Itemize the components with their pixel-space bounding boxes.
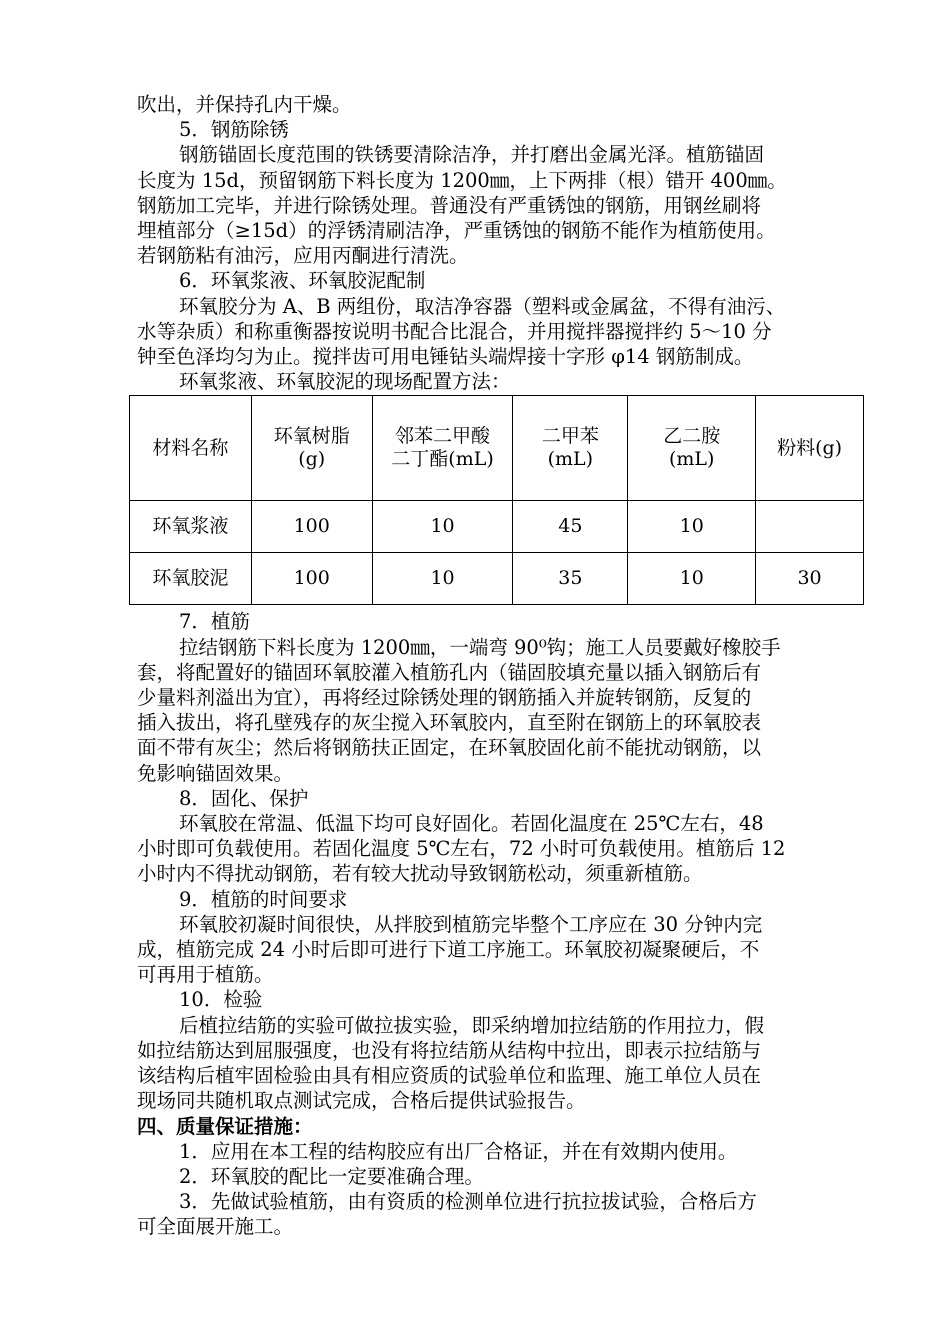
table-row: [130, 553, 864, 605]
text-line: 拉结钢筋下料长度为 1200㎜，一端弯 90⁰钩；施工人员要戴好橡胶手: [179, 635, 781, 659]
header-text: 二丁酯(mL): [391, 448, 494, 471]
text-line: 套，将配置好的锚固环氧胶灌入植筋孔内（锚固胶填充量以插入钢筋后有: [137, 660, 762, 684]
header-text: (mL): [668, 448, 715, 471]
table-header-cell: [372, 396, 513, 501]
section-heading: 四、质量保证措施：: [137, 1114, 313, 1138]
text-line: 现场同共随机取点测试完成，合格后提供试验报告。: [137, 1089, 586, 1113]
table-cell: 30: [756, 553, 864, 605]
table-cell: 100: [251, 501, 372, 553]
header-text: 粉料(g): [777, 436, 843, 459]
text-line: 钢筋加工完毕，并进行除锈处理。普通没有严重锈蚀的钢筋，用钢丝刷将: [137, 193, 762, 217]
material-mix-table: [129, 395, 864, 605]
text-line: 长度为 15d，预留钢筋下料长度为 1200㎜，上下两排（根）错开 400㎜。: [137, 168, 787, 192]
text-line: 埋植部分（≥15d）的浮锈清刷洁净，严重锈蚀的钢筋不能作为植筋使用。: [137, 219, 776, 243]
header-text: (g): [298, 448, 326, 471]
text-line: 钟至色泽均匀为止。搅拌齿可用电锤钻头端焊接十字形 φ14 钢筋制成。: [137, 345, 754, 369]
table-header-row: [130, 396, 864, 501]
material-name-cell: 环氧浆液: [130, 501, 252, 553]
table-cell: [756, 501, 864, 553]
text-line: 可全面展开施工。: [137, 1215, 294, 1239]
table-cell: 10: [372, 553, 513, 605]
text-line: 10．检验: [179, 988, 263, 1012]
text-line: 5．钢筋除锈: [179, 118, 289, 142]
text-line: 2．环氧胶的配比一定要准确合理。: [179, 1164, 484, 1188]
text-block-after-table: [137, 609, 867, 1239]
text-line: 1．应用在本工程的结构胶应有出厂合格证，并在有效期内使用。: [179, 1139, 738, 1163]
table-cell: 100: [251, 553, 372, 605]
text-line: 后植拉结筋的实验可做拉拔实验，即采纳增加拉结筋的作用拉力，假: [179, 1013, 765, 1037]
header-text: (mL): [547, 448, 594, 471]
table-cell: 10: [628, 553, 756, 605]
table-header-cell: [130, 396, 252, 501]
text-line: 环氧浆液、环氧胶泥的现场配置方法：: [179, 370, 511, 394]
text-line: 3．先做试验植筋，由有资质的检测单位进行抗拉拔试验，合格后方: [179, 1190, 757, 1214]
text-line: 环氧胶在常温、低温下均可良好固化。若固化温度在 25℃左右，48: [179, 812, 764, 836]
text-line: 水等杂质）和称重衡器按说明书配合比混合，并用搅拌器搅拌约 5～10 分: [137, 319, 772, 343]
table-header-cell: [756, 396, 864, 501]
table-header-cell: [513, 396, 628, 501]
text-block-before-table: [137, 92, 867, 394]
material-name-cell: 环氧胶泥: [130, 553, 252, 605]
table-header-cell: [251, 396, 372, 501]
text-line: 吹出，并保持孔内干燥。: [137, 93, 352, 116]
header-text: 乙二胺: [663, 425, 721, 448]
header-text: 二甲苯: [541, 425, 599, 448]
table-cell: 45: [513, 501, 628, 553]
text-line: 该结构后植牢固检验由具有相应资质的试验单位和监理、施工单位人员在: [137, 1064, 762, 1088]
text-line: 若钢筋粘有油污，应用丙酮进行清洗。: [137, 244, 469, 268]
text-line: 钢筋锚固长度范围的铁锈要清除洁净，并打磨出金属光泽。植筋锚固: [179, 143, 765, 167]
text-line: 小时即可负载使用。若固化温度 5℃左右，72 小时可负载使用。植筋后 12: [137, 837, 786, 861]
header-text: 邻苯二甲酸: [395, 425, 491, 448]
header-text: 环氧树脂: [273, 425, 350, 448]
text-line: 6．环氧浆液、环氧胶泥配制: [179, 269, 426, 293]
text-line: 可再用于植筋。: [137, 963, 274, 987]
text-line: 面不带有灰尘；然后将钢筋扶正固定，在环氧胶固化前不能扰动钢筋，以: [137, 736, 762, 760]
table-cell: 35: [513, 553, 628, 605]
text-line: 小时内不得扰动钢筋，若有较大扰动导致钢筋松动，须重新植筋。: [137, 862, 703, 886]
text-line: 7．植筋: [179, 610, 250, 634]
text-line: 9．植筋的时间要求: [179, 887, 348, 911]
table-header-cell: [628, 396, 756, 501]
text-line: 8．固化、保护: [179, 786, 309, 810]
table-row: [130, 501, 864, 553]
text-line: 环氧胶初凝时间很快，从拌胶到植筋完毕整个工序应在 30 分钟内完: [179, 912, 763, 936]
document-page: [137, 92, 867, 1240]
text-line: 少量料剂溢出为宜），再将经过除锈处理的钢筋插入并旋转钢筋，反复的: [137, 686, 752, 710]
table-cell: 10: [372, 501, 513, 553]
text-line: 环氧胶分为 A、B 两组份，取洁净容器（塑料或金属盆，不得有油污、: [179, 294, 786, 318]
table-cell: 10: [628, 501, 756, 553]
text-line: 如拉结筋达到屈服强度，也没有将拉结筋从结构中拉出，即表示拉结筋与: [137, 1038, 762, 1062]
header-text: 材料名称: [152, 436, 229, 459]
text-line: 免影响锚固效果。: [137, 761, 294, 785]
text-line: 成，植筋完成 24 小时后即可进行下道工序施工。环氧胶初凝聚硬后，不: [137, 938, 760, 962]
text-line: 插入拔出，将孔壁残存的灰尘搅入环氧胶内，直至附在钢筋上的环氧胶表: [137, 711, 762, 735]
